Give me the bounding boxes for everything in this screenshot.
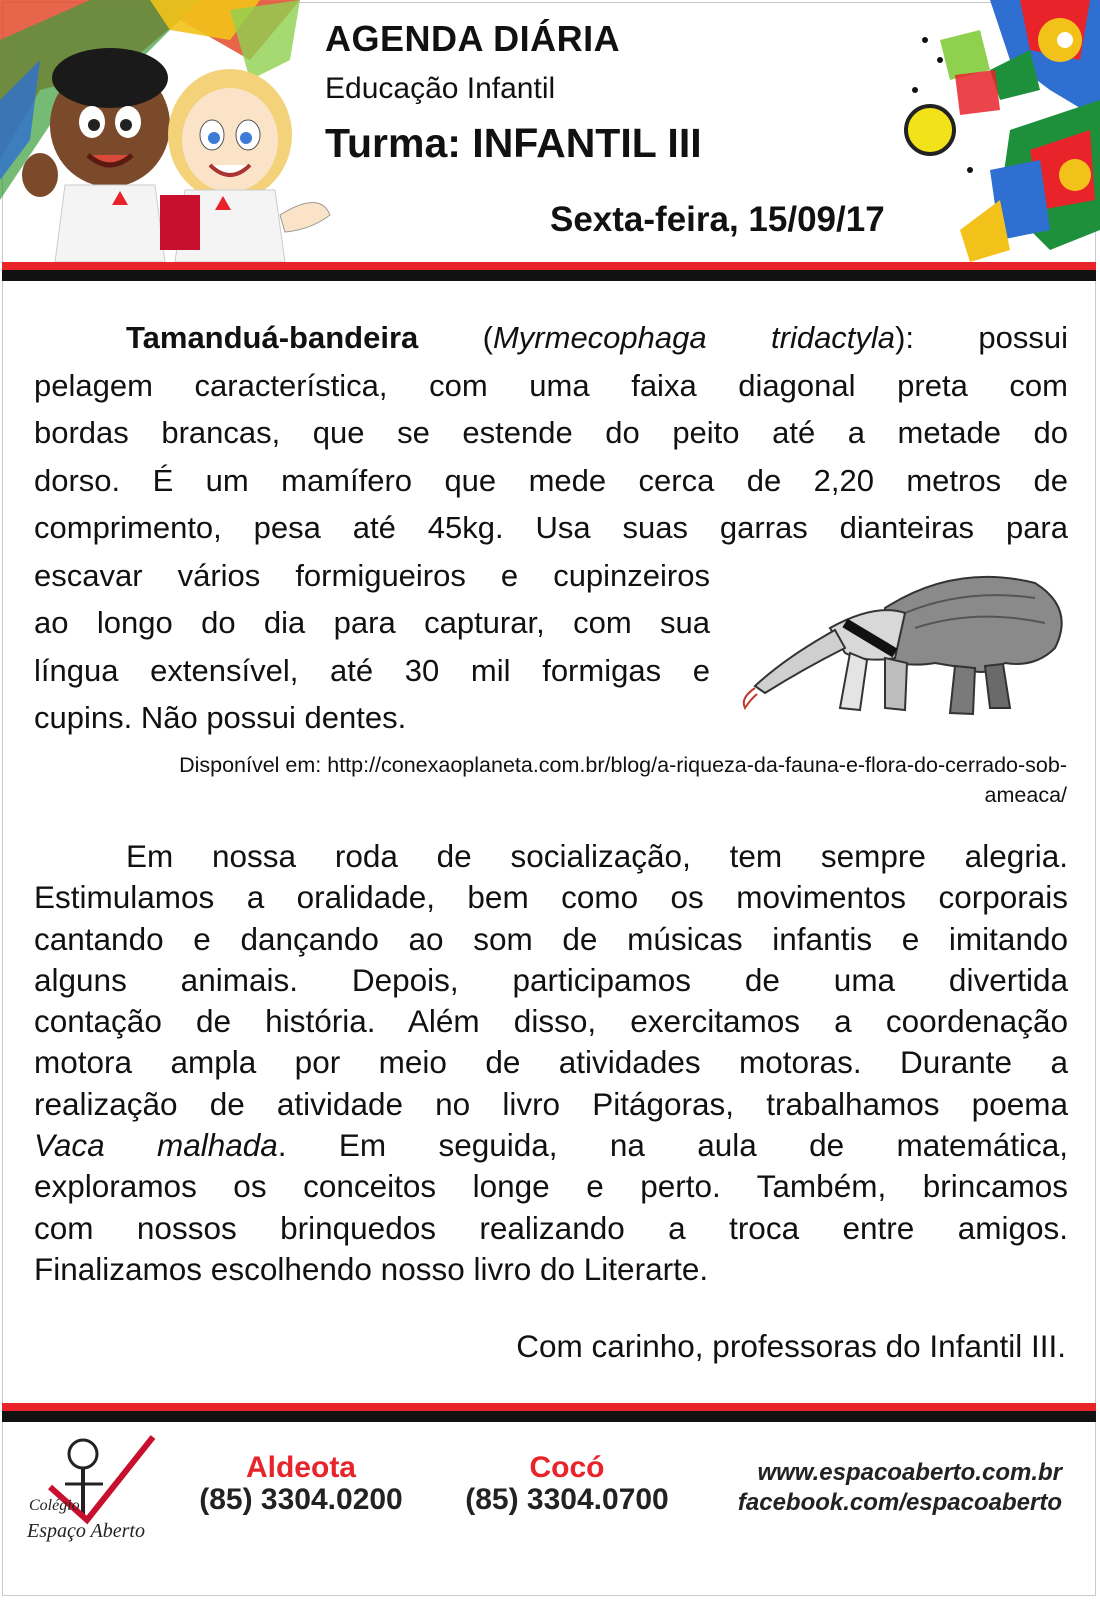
report-line: Finalizamos escolhendo nosso livro do Literarte.: [34, 1250, 709, 1287]
article-line: língua extensível, até 30 mil formigas e: [34, 652, 710, 688]
date-label: Sexta-feira, 15/09/17: [550, 200, 885, 239]
header: [0, 0, 1100, 262]
poem-title: Vaca malhada: [34, 1127, 278, 1164]
report-line: Estimulamos a oralidade, bem como os movimentos corporais: [34, 879, 1068, 916]
kids-illustration: [0, 0, 345, 262]
source-citation: Disponível em: http://conexaoplaneta.com.br/blog/a-riqueza-da-fauna-e-flora-do-cerrado-sob-ameaca/: [179, 753, 1067, 807]
contact-links: [738, 1458, 1062, 1518]
article-line: comprimento, pesa até 45kg. Usa suas garras dianteiras para: [34, 510, 1068, 545]
svg-text:Espaço Aberto: Espaço Aberto: [27, 1520, 145, 1542]
article-line: pelagem característica, com uma faixa diagonal preta com: [34, 367, 1068, 403]
article-line: escavar vários formigueiros e cupinzeiros: [34, 557, 710, 593]
location-phone[interactable]: (85) 3304.0200: [199, 1483, 403, 1516]
footer-red-stripe: [2, 1403, 1096, 1411]
article-line: ao longo do dia para capturar, com sua: [34, 605, 710, 640]
article-line: dorso. É um mamífero que mede cerca de 2,20 metros de: [34, 462, 1068, 498]
facebook-link[interactable]: facebook.com/espacoaberto: [737, 1489, 1062, 1516]
report-line: cantando e dançando ao som de músicas infantis e imitando: [34, 920, 1068, 957]
report-line: alguns animais. Depois, participamos de uma divertida: [34, 961, 1068, 998]
website-link[interactable]: www.espacoaberto.com.br: [757, 1459, 1062, 1486]
header-red-stripe: [2, 262, 1096, 270]
report-line: Em nossa roda de socialização, tem sempre alegria.: [126, 838, 1068, 874]
location-aldeota: [196, 1452, 406, 1516]
article-line: bordas brancas, que se estende do peito até a metade do: [34, 415, 1068, 450]
location-name: Cocó: [529, 1451, 605, 1484]
article-name: Tamanduá-bandeira: [126, 320, 419, 355]
svg-text:Colégio: Colégio: [29, 1497, 80, 1514]
page-title: AGENDA DIÁRIA: [325, 18, 621, 59]
report-line: Vaca malhada. Em seguida, na aula de matemática,: [34, 1127, 1069, 1164]
report-line: contação de história. Além disso, exercitamos a coordenação: [34, 1003, 1068, 1040]
location-name: Aldeota: [245, 1451, 356, 1484]
header-black-stripe: [2, 270, 1096, 281]
report-line: realização de atividade no livro Pitágoras, trabalhamos poema: [34, 1085, 1068, 1122]
footer-black-stripe: [2, 1411, 1096, 1422]
location-phone[interactable]: (85) 3304.0700: [465, 1483, 669, 1516]
school-logo: [25, 1432, 165, 1560]
report-line: motora ampla por meio de atividades motoras. Durante a: [34, 1044, 1068, 1081]
scientific-name: Myrmecophaga tridactyla: [492, 320, 896, 355]
signoff: Com carinho, professoras do Infantil III.: [516, 1328, 1066, 1364]
report-line: exploramos os conceitos longe e perto. Também, brincamos: [34, 1168, 1068, 1205]
article-first-line: Tamanduá-bandeira (Myrmecophaga tridactyla): possui: [126, 320, 1068, 355]
daily-report: [34, 836, 1068, 1290]
class-label: Turma: INFANTIL III: [325, 120, 702, 166]
anteater-illustration: [735, 568, 1067, 728]
location-coco: [462, 1452, 672, 1516]
article-line: cupins. Não possui dentes.: [34, 700, 407, 735]
page-subtitle: Educação Infantil: [325, 72, 556, 105]
report-line: com nossos brinquedos realizando a troca entre amigos.: [34, 1209, 1068, 1246]
paint-decoration: [900, 0, 1100, 262]
